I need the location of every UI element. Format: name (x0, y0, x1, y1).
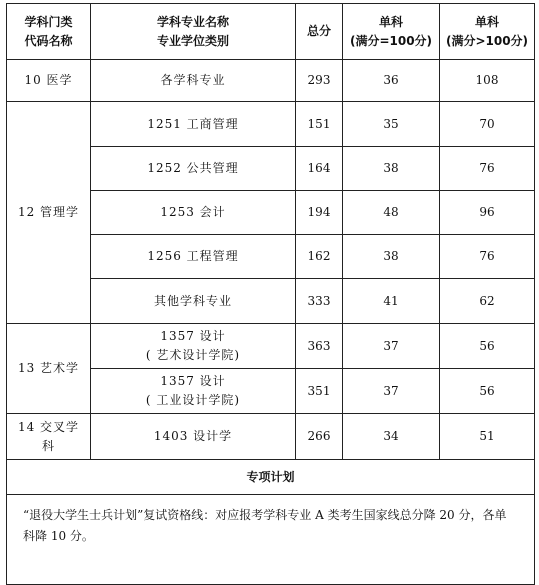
table-body (7, 60, 535, 585)
category-cell: 13 艺术学 (7, 324, 91, 414)
header-total: 总分 (296, 4, 343, 60)
major-cell: 各学科专业 (91, 60, 296, 102)
total-cell: 351 (296, 369, 343, 414)
table-row (7, 102, 535, 147)
major-cell: 1357 设计 ( 工业设计学院) (91, 369, 296, 414)
single-100-cell: 37 (343, 324, 440, 369)
header-single-gt100: 单科 (满分>100分) (440, 4, 535, 60)
special-plan-note: “退役大学生士兵计划”复试资格线：对应报考学科专业 A 类考生国家线总分降 20 分，各单科降 10 分。 (7, 495, 535, 585)
header-major: 学科专业名称 专业学位类别 (91, 4, 296, 60)
score-table (6, 3, 535, 585)
single-100-cell: 37 (343, 369, 440, 414)
single-100-cell: 48 (343, 191, 440, 235)
major-cell: 1251 工商管理 (91, 102, 296, 147)
special-plan-title: 专项计划 (7, 460, 535, 495)
total-cell: 363 (296, 324, 343, 369)
single-gt100-cell: 76 (440, 147, 535, 191)
single-gt100-cell: 76 (440, 235, 535, 279)
major-cell: 1252 公共管理 (91, 147, 296, 191)
total-cell: 151 (296, 102, 343, 147)
total-cell: 266 (296, 414, 343, 460)
single-gt100-cell: 62 (440, 279, 535, 324)
major-cell: 1357 设计 ( 艺术设计学院) (91, 324, 296, 369)
category-cell: 14 交叉学 科 (7, 414, 91, 460)
total-cell: 164 (296, 147, 343, 191)
single-100-cell: 41 (343, 279, 440, 324)
category-cell: 10 医学 (7, 60, 91, 102)
total-cell: 333 (296, 279, 343, 324)
single-100-cell: 38 (343, 235, 440, 279)
total-cell: 293 (296, 60, 343, 102)
single-gt100-cell: 96 (440, 191, 535, 235)
major-cell: 1403 设计学 (91, 414, 296, 460)
single-gt100-cell: 56 (440, 369, 535, 414)
major-cell: 1256 工程管理 (91, 235, 296, 279)
header-single-100: 单科 (满分=100分) (343, 4, 440, 60)
total-cell: 162 (296, 235, 343, 279)
single-100-cell: 38 (343, 147, 440, 191)
single-gt100-cell: 70 (440, 102, 535, 147)
single-gt100-cell: 56 (440, 324, 535, 369)
header-category: 学科门类 代码名称 (7, 4, 91, 60)
single-100-cell: 34 (343, 414, 440, 460)
single-gt100-cell: 51 (440, 414, 535, 460)
single-100-cell: 35 (343, 102, 440, 147)
special-note-row (7, 495, 535, 585)
table-row (7, 414, 535, 460)
header-row (7, 4, 535, 60)
special-title-row (7, 460, 535, 495)
table-row (7, 60, 535, 102)
single-100-cell: 36 (343, 60, 440, 102)
total-cell: 194 (296, 191, 343, 235)
single-gt100-cell: 108 (440, 60, 535, 102)
category-cell: 12 管理学 (7, 102, 91, 324)
major-cell: 1253 会计 (91, 191, 296, 235)
table-row (7, 324, 535, 369)
major-cell: 其他学科专业 (91, 279, 296, 324)
